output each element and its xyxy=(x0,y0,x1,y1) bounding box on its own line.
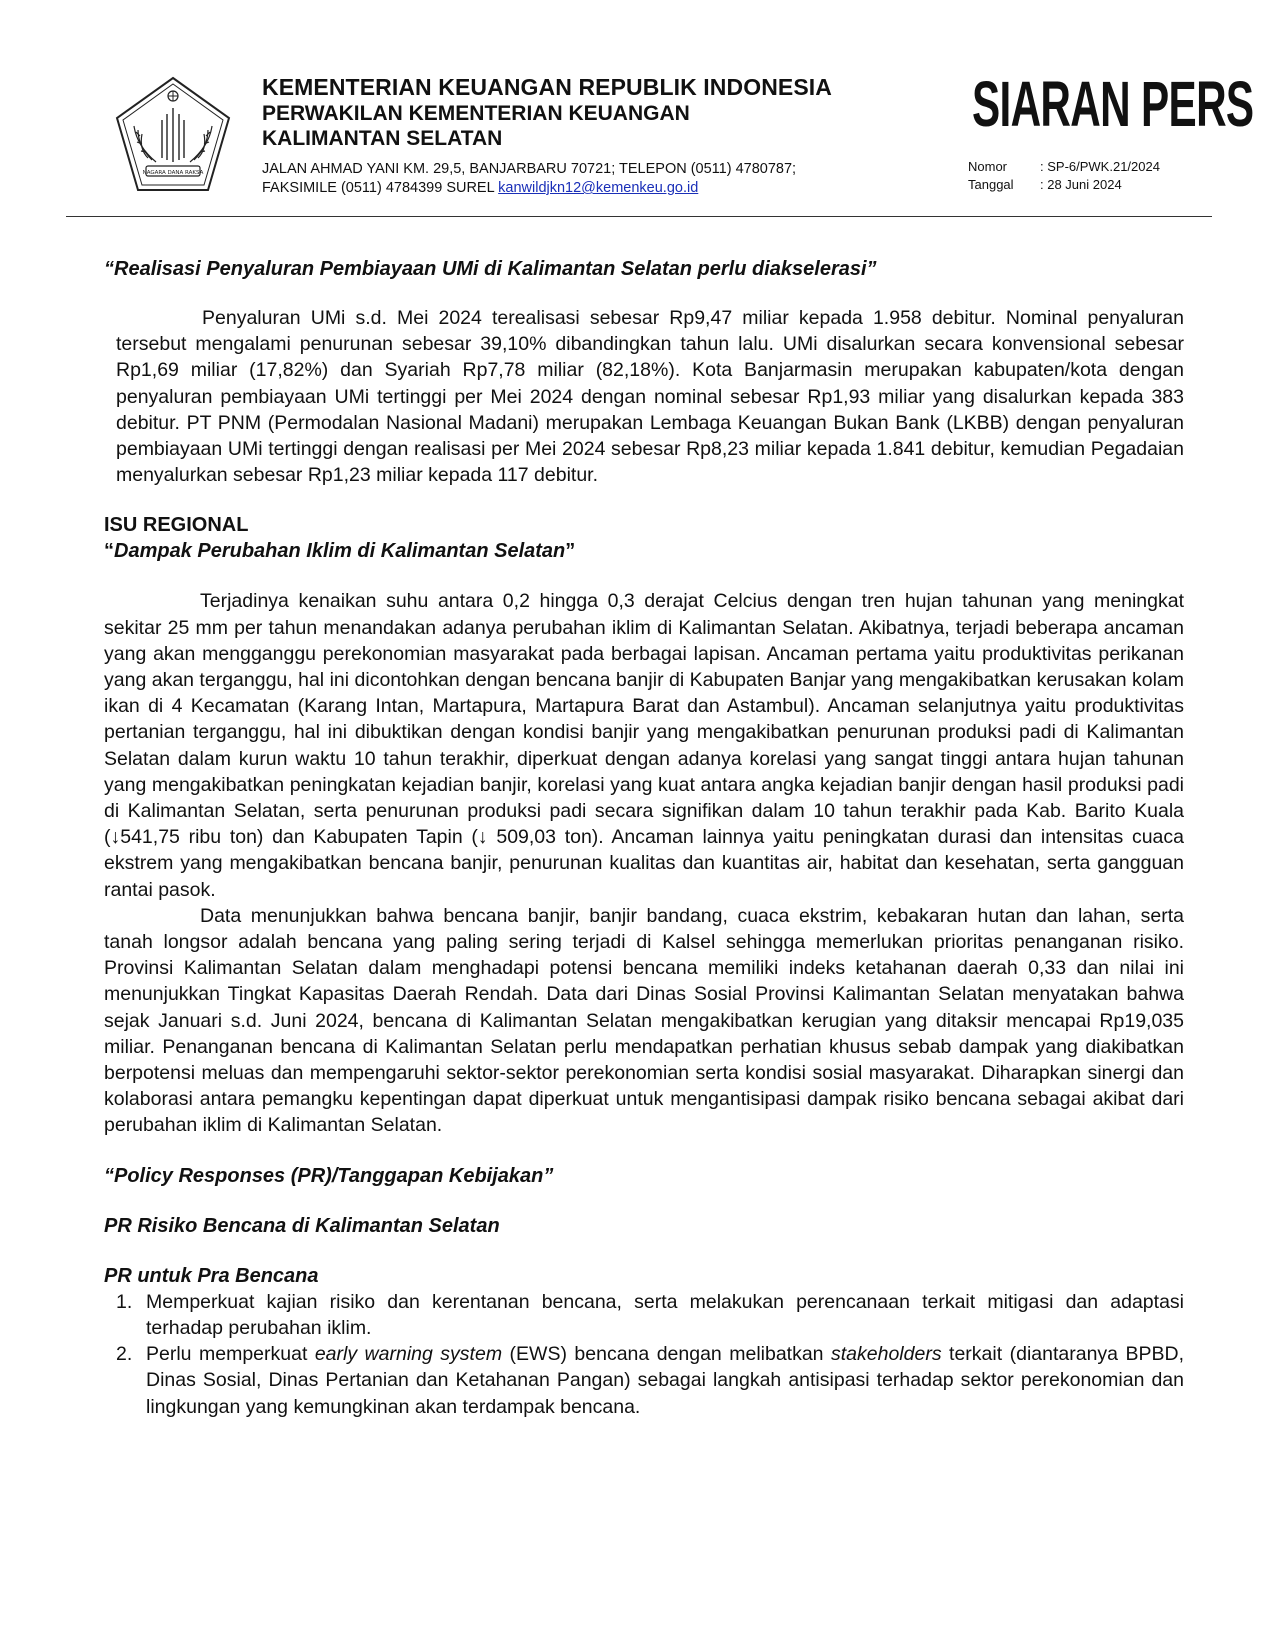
list-text: Memperkuat kajian risiko dan kerentanan bencana, serta melakukan perencanaan terkait mitigasi dan adaptasi terhadap perubahan iklim. xyxy=(146,1290,1184,1339)
kemenkeu-logo xyxy=(112,74,234,196)
office-name-line2: KALIMANTAN SELATAN xyxy=(262,127,503,150)
headline: “Realisasi Penyaluran Pembiayaan UMi di Kalimantan Selatan perlu diakselerasi” xyxy=(104,258,877,280)
list-number: 1. xyxy=(116,1290,133,1313)
policy-responses-title: “Policy Responses (PR)/Tanggapan Kebijakan” xyxy=(104,1164,554,1187)
ministry-title: KEMENTERIAN KEUANGAN REPUBLIK INDONESIA xyxy=(262,74,832,100)
list-text xyxy=(146,1341,1184,1420)
letterhead xyxy=(0,0,1275,220)
item2-part-a: Perlu memperkuat xyxy=(146,1343,315,1366)
document-body xyxy=(104,255,1184,1420)
svg-text:NAGARA DANA RAKSA: NAGARA DANA RAKSA xyxy=(142,170,204,176)
item2-stakeholders-term: stakeholders xyxy=(831,1343,942,1366)
subtitle-text: Dampak Perubahan Iklim di Kalimantan Selatan xyxy=(114,540,566,563)
close-quote: ” xyxy=(565,540,576,563)
press-release-label: SIARAN PERS xyxy=(972,68,1254,140)
item2-part-e: terkait (diantaranya BPBD, Dinas Sosial, Dinas Pertanian dan Ketahanan Pangan) sebagai langkah antisipasi terhadap sektor perekonomian dan lingkungan yang kemungkinan akan terdampak bencana. xyxy=(146,1343,1184,1418)
disaster-data-paragraph: Data menunjukkan bahwa bencana banjir, banjir bandang, cuaca ekstrim, kebakaran hutan dan lahan, serta tanah longsor adalah bencana yang paling sering terjadi di Kalsel sehingga memerlukan prioritas penanganan risiko. Provinsi Kalimantan Selatan dalam menghadapi potensi bencana memiliki indeks ketahanan daerah 0,33 dan nilai ini menunjukkan Tingkat Kapasitas Daerah Rendah. Data dari Dinas Sosial Provinsi Kalimantan Selatan menyatakan bahwa sejak Januari s.d. Juni 2024, bencana di Kalimantan Selatan mengakibatkan kerugian yang ditaksir mencapai Rp19,035 miliar. Penanganan bencana di Kalimantan Selatan perlu mendapatkan perhatian khusus sebab dampak yang diakibatkan berpotensi meluas dan mempengaruhi sektor-sektor perekonomian serta kondisi sosial masyarakat. Diharapkan sinergi dan kolaborasi antara pemangku kepentingan dapat diperkuat untuk mengantisipasi dampak risiko bencana sebagai akibat dari perubahan iklim di Kalimantan Selatan. xyxy=(104,904,1184,1137)
item2-part-c: (EWS) bencana dengan melibatkan xyxy=(502,1343,831,1366)
header-divider xyxy=(66,216,1212,217)
nomor-row xyxy=(968,158,1160,176)
item2-ews-term: early warning system xyxy=(314,1343,503,1366)
pra-bencana-list xyxy=(104,1289,1184,1420)
list-item xyxy=(104,1289,1184,1341)
tanggal-label: Tanggal xyxy=(968,177,1014,192)
letterhead-text xyxy=(262,74,912,198)
section-subtitle xyxy=(104,538,1184,564)
open-quote: “ xyxy=(104,540,114,563)
nomor-label: Nomor xyxy=(968,159,1008,174)
section-title-isu-regional: ISU REGIONAL xyxy=(104,514,249,537)
fax-and-email-label: FAKSIMILE (0511) 4784399 SUREL xyxy=(262,180,499,196)
list-item xyxy=(104,1341,1184,1420)
nomor-value: : SP-6/PWK.21/2024 xyxy=(1040,159,1160,174)
address-line2 xyxy=(262,179,912,198)
address-line1: JALAN AHMAD YANI KM. 29,5, BANJARBARU 70721; TELEPON (0511) 4780787; xyxy=(262,161,797,177)
tanggal-row xyxy=(968,176,1160,194)
office-name-line1: PERWAKILAN KEMENTERIAN KEUANGAN xyxy=(262,102,690,125)
umi-paragraph: Penyaluran UMi s.d. Mei 2024 terealisasi sebesar Rp9,47 miliar kepada 1.958 debitur. Nominal penyaluran tersebut mengalami penurunan sebesar 39,10% dibandingkan tahun lalu. UMi disalurkan secara konvensional sebesar Rp1,69 miliar (17,82%) dan Syariah Rp7,78 miliar (82,18%). Kota Banjarmasin merupakan kabupaten/kota dengan penyaluran pembiayaan UMi tertinggi per Mei 2024 dengan nominal sebesar Rp1,93 miliar yang disalurkan kepada 383 debitur. PT PNM (Permodalan Nasional Madani) merupakan Lembaga Keuangan Bukan Bank (LKBB) dengan penyaluran pembiayaan UMi tertinggi dengan realisasi per Mei 2024 sebesar Rp8,23 miliar kepada 1.841 debitur, kemudian Pegadaian menyalurkan sebesar Rp1,23 miliar kepada 117 debitur. xyxy=(116,307,1184,487)
pr-pra-bencana-title: PR untuk Pra Bencana xyxy=(104,1264,319,1287)
document-meta xyxy=(968,158,1160,194)
climate-paragraph: Terjadinya kenaikan suhu antara 0,2 hingga 0,3 derajat Celcius dengan tren hujan tahunan yang meningkat sekitar 25 mm per tahun menandakan adanya perubahan iklim di Kalimantan Selatan. Akibatnya, terjadi beberapa ancaman yang akan mengganggu perekonomian masyarakat pada berbagai lapisan. Ancaman pertama yaitu produktivitas perikanan yang akan terganggu, hal ini dicontohkan dengan bencana banjir di Kabupaten Banjar yang mengakibatkan kerusakan kolam ikan di 4 Kecamatan (Karang Intan, Martapura, Martapura Barat dan Astambul). Ancaman selanjutnya yaitu produktivitas pertanian terganggu, hal ini dibuktikan dengan kondisi banjir yang mengakibatkan penurunan produksi padi di Kalimantan Selatan dalam kurun waktu 10 tahun terakhir, diperkuat dengan adanya korelasi yang sangat tinggi antara hujan tahunan yang mengakibatkan peningkatan kejadian banjir, korelasi yang kuat antara angka kejadian banjir dengan hasil produksi padi di Kalimantan Selatan, serta penurunan produksi padi secara signifikan dalam 10 tahun terakhir pada Kab. Barito Kuala (↓541,75 ribu ton) dan Kabupaten Tapin (↓ 509,03 ton). Ancaman lainnya yaitu peningkatan durasi dan intensitas cuaca ekstrem yang mengakibatkan bencana banjir, penurunan kualitas dan kuantitas air, habitat dan kesehatan, serta gangguan rantai pasok. xyxy=(104,590,1184,901)
office-address xyxy=(262,160,912,198)
umi-section xyxy=(104,305,1184,488)
email-link[interactable]: kanwildjkn12@kemenkeu.go.id xyxy=(498,180,699,196)
pr-risiko-title: PR Risiko Bencana di Kalimantan Selatan xyxy=(104,1214,500,1237)
tanggal-value: : 28 Juni 2024 xyxy=(1040,177,1122,192)
list-number: 2. xyxy=(116,1343,133,1366)
